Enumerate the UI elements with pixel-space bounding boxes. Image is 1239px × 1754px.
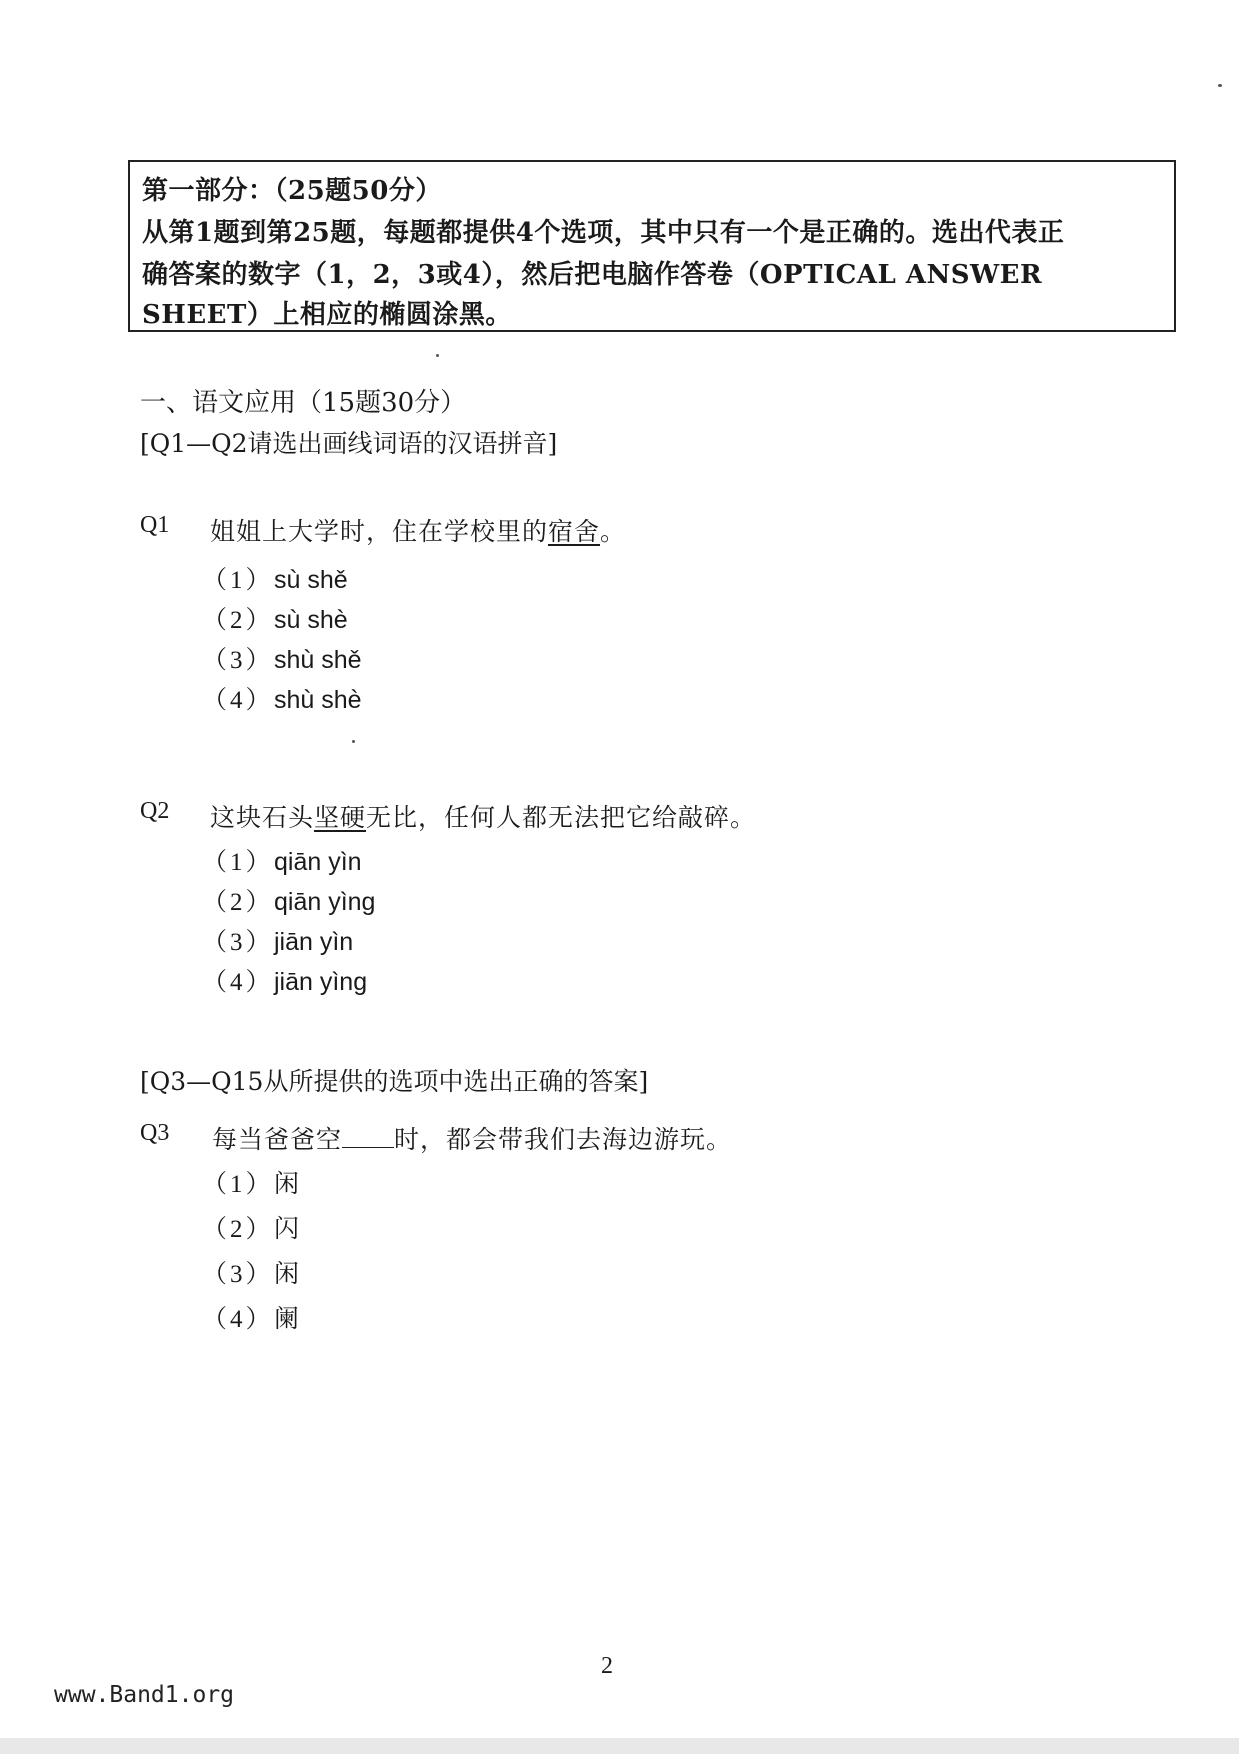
option-number: （1） [202,849,274,876]
q2-option-2[interactable] [202,882,375,918]
question-q1-text [210,512,626,548]
page-number: 2 [601,1653,613,1679]
option-text: qiān yìng [274,888,376,916]
option-text: sù shè [274,606,348,634]
question-q1 [140,512,169,539]
option-number: （1） [202,1171,274,1198]
option-number: （3） [202,1261,274,1288]
section-subtitle-q3-q15: [Q3—Q15从所提供的选项中选出正确的答案] [140,1067,649,1096]
q1-option-2[interactable] [202,600,348,636]
instructions-box [128,160,1176,332]
question-q3 [140,1120,169,1147]
q2-option-4[interactable] [202,962,367,998]
footer-watermark[interactable]: www.Band1.org [54,1682,235,1708]
option-number: （2） [202,1216,274,1243]
question-text-after: 。 [600,517,627,546]
section-subtitle-q1-q2: [Q1—Q2请选出画线词语的汉语拼音] [140,429,558,458]
scan-speck [436,354,439,357]
question-q2 [140,798,169,825]
option-number: （3） [202,929,274,956]
question-number: Q1 [140,512,170,538]
fill-in-blank [342,1127,394,1148]
option-text: 阑 [274,1304,300,1333]
scan-edge [0,1738,1239,1754]
option-number: （4） [202,687,274,714]
option-text: 闲 [274,1169,300,1198]
underlined-word: 坚硬 [314,803,367,832]
instructions-line-4: SHEET）上相应的椭圆涂黑。 [142,300,512,330]
question-q3-text [212,1120,732,1156]
question-text-before: 这块石头 [210,803,315,832]
q2-option-1[interactable] [202,842,362,878]
underlined-word: 宿舍 [548,517,601,546]
instructions-line-2: 从第1题到第25题，每题都提供4个选项，其中只有一个是正确的。选出代表正 [142,218,1065,248]
option-number: （2） [202,607,274,634]
q1-option-1[interactable] [202,560,348,596]
option-text: shù shě [274,646,362,674]
part-heading: 第一部分：（25题50分） [142,176,442,206]
question-text-after: 无比，任何人都无法把它给敲碎。 [366,803,757,832]
scan-speck [352,740,355,743]
option-number: （1） [202,567,274,594]
option-text: jiān yìn [274,928,354,956]
option-text: 闪 [274,1214,300,1243]
q1-option-4[interactable] [202,680,362,716]
question-text-before: 姐姐上大学时，住在学校里的 [210,517,549,546]
option-text: jiān yìng [274,968,368,996]
question-text-after: 时，都会带我们去海边游玩。 [394,1125,733,1154]
section-title: 一、语文应用（15题30分） [140,388,467,418]
option-text: sù shě [274,566,348,594]
option-number: （3） [202,647,274,674]
option-text: 闲 [274,1259,300,1288]
question-q2-text [210,798,756,834]
scan-speck [1218,84,1222,87]
option-text: shù shè [274,686,362,714]
q3-option-3[interactable] [202,1254,299,1290]
q3-option-2[interactable] [202,1209,299,1245]
question-text-before: 每当爸爸空 [212,1125,343,1154]
q3-option-4[interactable] [202,1299,299,1335]
option-number: （2） [202,889,274,916]
q3-option-1[interactable] [202,1164,299,1200]
option-text: qiān yìn [274,848,362,876]
option-number: （4） [202,1306,274,1333]
q1-option-3[interactable] [202,640,362,676]
option-number: （4） [202,969,274,996]
question-number: Q2 [140,798,170,824]
question-number: Q3 [140,1120,170,1146]
q2-option-3[interactable] [202,922,353,958]
instructions-line-3: 确答案的数字（1，2，3或4），然后把电脑作答卷（OPTICAL ANSWER [142,260,1043,290]
